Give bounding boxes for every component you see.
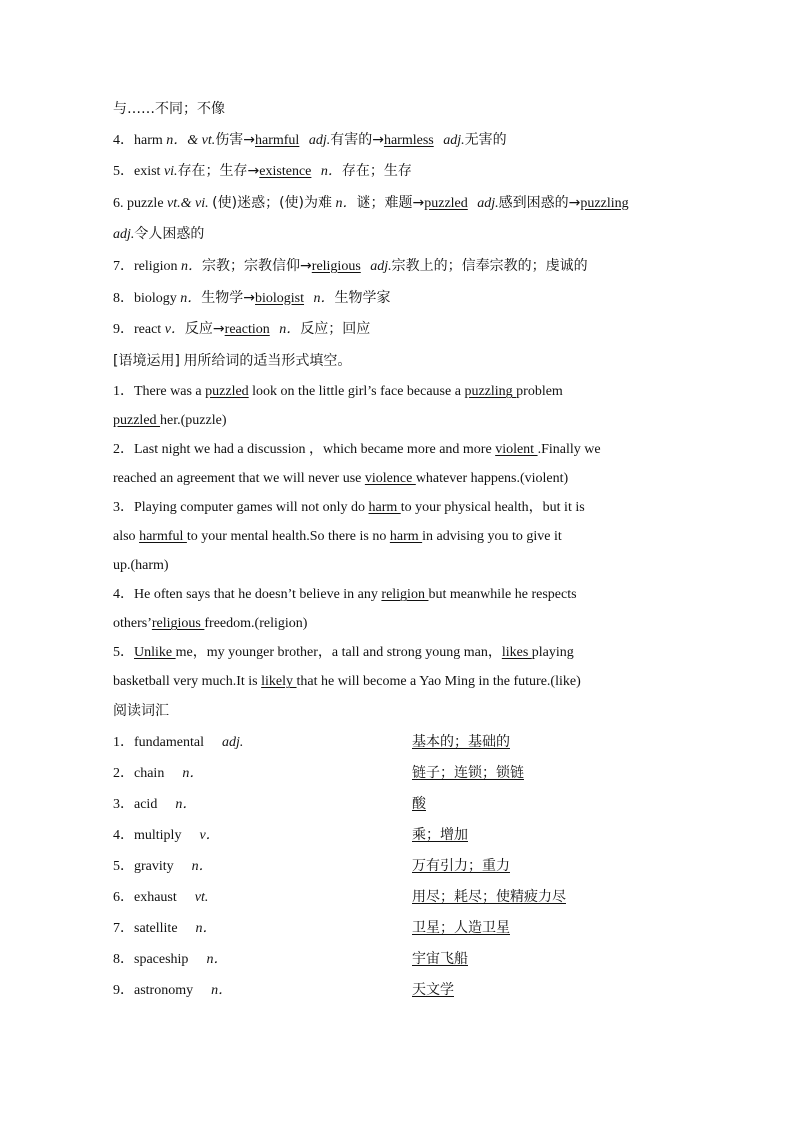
headword: religion [134,258,178,274]
item-number: 1． [113,734,134,750]
vocab-word: multiply [134,827,182,843]
vocab-meaning: 宇宙飞船 [412,950,468,967]
part-of-speech: vi. [163,164,178,180]
item-number: 9． [113,982,134,998]
meaning: 反应→ [184,321,225,338]
question-text: up.(harm) [113,558,169,574]
question-3 [113,493,693,522]
question-4-cont [113,609,693,638]
reading-vocab-list [113,727,693,1006]
word-form-item-react [113,314,693,346]
answer-blank: biologist [255,290,305,306]
question-3-cont [113,522,693,551]
part-of-speech: adj. [221,734,244,750]
question-text: her.(puzzle) [160,413,227,429]
item-number: 7． [113,920,134,936]
question-text: also [113,529,140,545]
answer-blank: Unlike [134,645,176,661]
question-text: to your mental health.So there is no [186,529,390,545]
word-form-item-puzzle-cont [113,219,693,251]
question-text: look on the little girl’s face because a [248,384,465,400]
part-of-speech: n． [335,195,357,211]
question-text: problem [516,384,563,400]
meaning: 宗教上的；信奉宗教的；虔诚的 [391,257,588,274]
answer-blank: likes [501,645,532,661]
question-2 [113,435,693,464]
answer-blank: harm [368,500,401,516]
answer-blank: violent [495,442,538,458]
vocab-word: gravity [134,858,174,874]
vocab-term [113,882,208,913]
question-2-cont [113,464,693,493]
question-text: He often says that he doesn’t believe in any [134,587,382,603]
word-form-item-puzzle [113,188,693,220]
item-number: 9． [113,322,134,338]
part-of-speech: n． [180,290,202,306]
part-of-speech: vt.& vi. [167,195,209,211]
meaning: 生物学家 [334,289,391,306]
question-text: others’ [113,616,152,632]
headword: exist [134,164,161,180]
question-number: 3． [113,500,134,516]
question-number: 4． [113,587,134,603]
question-1-cont [113,406,693,435]
reading-vocab-heading: 阅读词汇 [113,703,169,720]
meaning: (使)迷惑；(使)为难 [212,194,332,211]
headword: biology [134,290,177,306]
meaning: 有害的→ [330,131,384,148]
question-text: basketball very much.It is [113,674,262,690]
context-usage-heading [113,346,693,378]
part-of-speech: n． [206,951,228,967]
question-number: 2． [113,442,134,458]
answer-blank: religious [311,258,361,274]
vocab-row [113,944,693,975]
part-of-speech: n． [195,920,217,936]
meaning: 宗教；宗教信仰→ [202,257,312,274]
answer-blank: religious [151,616,205,632]
part-of-speech: n． [191,858,213,874]
headword: harm [134,132,163,148]
vocab-word: fundamental [134,734,204,750]
answer-blank: existence [259,164,312,180]
question-text: in advising you to give it [422,529,562,545]
meaning: 伤害→ [215,131,255,148]
section-instruction: 用所给词的适当形式填空。 [183,352,352,369]
item-number: 6. [113,195,124,211]
headword: puzzle [127,195,164,211]
answer-blank: religion [381,587,429,603]
document-page [113,94,693,1006]
part-of-speech: adj. [370,258,392,274]
vocab-row [113,851,693,882]
question-text: whatever happens.(violent) [415,471,569,487]
item-number: 6． [113,889,134,905]
question-5-cont [113,667,693,696]
vocab-meaning: 天文学 [412,981,454,998]
part-of-speech: n． [279,322,301,338]
question-number: 5． [113,645,134,661]
vocab-meaning: 卫星；人造卫星 [412,919,510,936]
part-of-speech: n． [182,765,204,781]
vocab-word: satellite [134,920,178,936]
part-of-speech: n． [320,164,342,180]
answer-blank: likely [261,674,297,690]
vocab-term [113,851,213,882]
vocab-term [113,758,203,789]
question-text: .Finally we [537,442,601,458]
vocab-meaning: 万有引力；重力 [412,857,510,874]
answer-blank: puzzling [580,195,629,211]
item-number: 3． [113,796,134,812]
item-number: 8． [113,290,134,306]
part-of-speech: n． [211,982,233,998]
item-number: 5． [113,858,134,874]
answer-blank: violence [364,471,416,487]
question-number: 1． [113,384,134,400]
part-of-speech: adj. [477,195,499,211]
vocab-row [113,758,693,789]
vocab-word: acid [134,796,158,812]
item-number: 5． [113,164,134,180]
word-form-item-exist [113,156,693,188]
vocab-meaning: 链子；连锁；锁链 [412,764,524,781]
word-form-line-0: 与……不同；不像 [113,101,225,117]
answer-blank: puzzled [113,413,161,429]
meaning: 生物学→ [201,289,256,306]
question-text: freedom.(religion) [204,616,308,632]
part-of-speech: adj. [113,227,135,243]
vocab-meaning: 酸 [412,795,426,812]
item-number: 4． [113,132,134,148]
part-of-speech: adj. [443,132,465,148]
word-form-item-religion [113,251,693,283]
question-5 [113,638,693,667]
vocab-meaning: 乘；增加 [412,826,468,843]
vocab-row [113,882,693,913]
vocab-row [113,820,693,851]
word-form-item-harm [113,125,693,157]
part-of-speech: n． [175,796,197,812]
part-of-speech: n． [313,290,335,306]
answer-blank: puzzling [464,384,517,400]
question-text: me，my younger brother，a tall and strong young man， [175,645,502,661]
vocab-term [113,913,217,944]
item-number: 7． [113,258,134,274]
headword: react [134,322,162,338]
question-text: Playing computer games will not only do [134,500,369,516]
vocab-row [113,789,693,820]
question-text: but meanwhile he respects [428,587,577,603]
meaning: 感到困惑的→ [498,194,581,211]
question-text: There was a [134,384,206,400]
meaning: 谜；难题→ [356,194,425,211]
question-text: playing [531,645,574,661]
vocab-term [113,975,232,1006]
part-of-speech: n． [181,258,203,274]
part-of-speech: n．& vt. [166,132,216,148]
word-form-item-biology [113,283,693,315]
meaning: 令人困惑的 [134,226,205,243]
question-text: to your physical health，but it is [400,500,585,516]
question-1 [113,377,693,406]
section-label: [语境运用] [113,352,180,369]
vocab-word: astronomy [134,982,194,998]
vocab-meaning: 用尽；耗尽；使精疲力尽 [412,888,566,905]
vocab-term [113,820,220,851]
part-of-speech: v． [164,322,185,338]
meaning: 无害的 [464,131,507,148]
meaning: 存在；生存→ [177,163,260,180]
answer-blank: harmless [383,132,434,148]
item-number: 2． [113,765,134,781]
vocab-row [113,727,693,758]
item-number: 4． [113,827,134,843]
answer-blank: harmful [139,529,187,545]
question-text: reached an agreement that we will never use [113,471,365,487]
question-4 [113,580,693,609]
vocab-term [113,944,227,975]
vocab-row [113,913,693,944]
item-number: 8． [113,951,134,967]
part-of-speech: vt. [194,889,209,905]
question-text: that he will become a Yao Ming in the future.(like) [296,674,581,690]
question-text: Last night we had a discussion ，which became more and more [134,442,496,458]
part-of-speech: adj. [308,132,331,148]
answer-blank: reaction [224,322,270,338]
vocab-word: spaceship [134,951,189,967]
meaning: 存在；生存 [341,163,412,180]
meaning: 反应；回应 [300,321,371,338]
vocab-word: chain [134,765,165,781]
answer-blank: harm [389,529,423,545]
question-3-cont-2 [113,551,693,580]
vocab-row [113,975,693,1006]
answer-blank: harmful [255,132,300,148]
part-of-speech: v． [199,827,220,843]
vocab-term [113,789,196,820]
answer-blank: puzzled [424,195,468,211]
answer-blank: puzzled [205,384,249,400]
vocab-meaning: 基本的；基础的 [412,733,510,750]
vocab-term [113,727,243,758]
vocab-word: exhaust [134,889,177,905]
